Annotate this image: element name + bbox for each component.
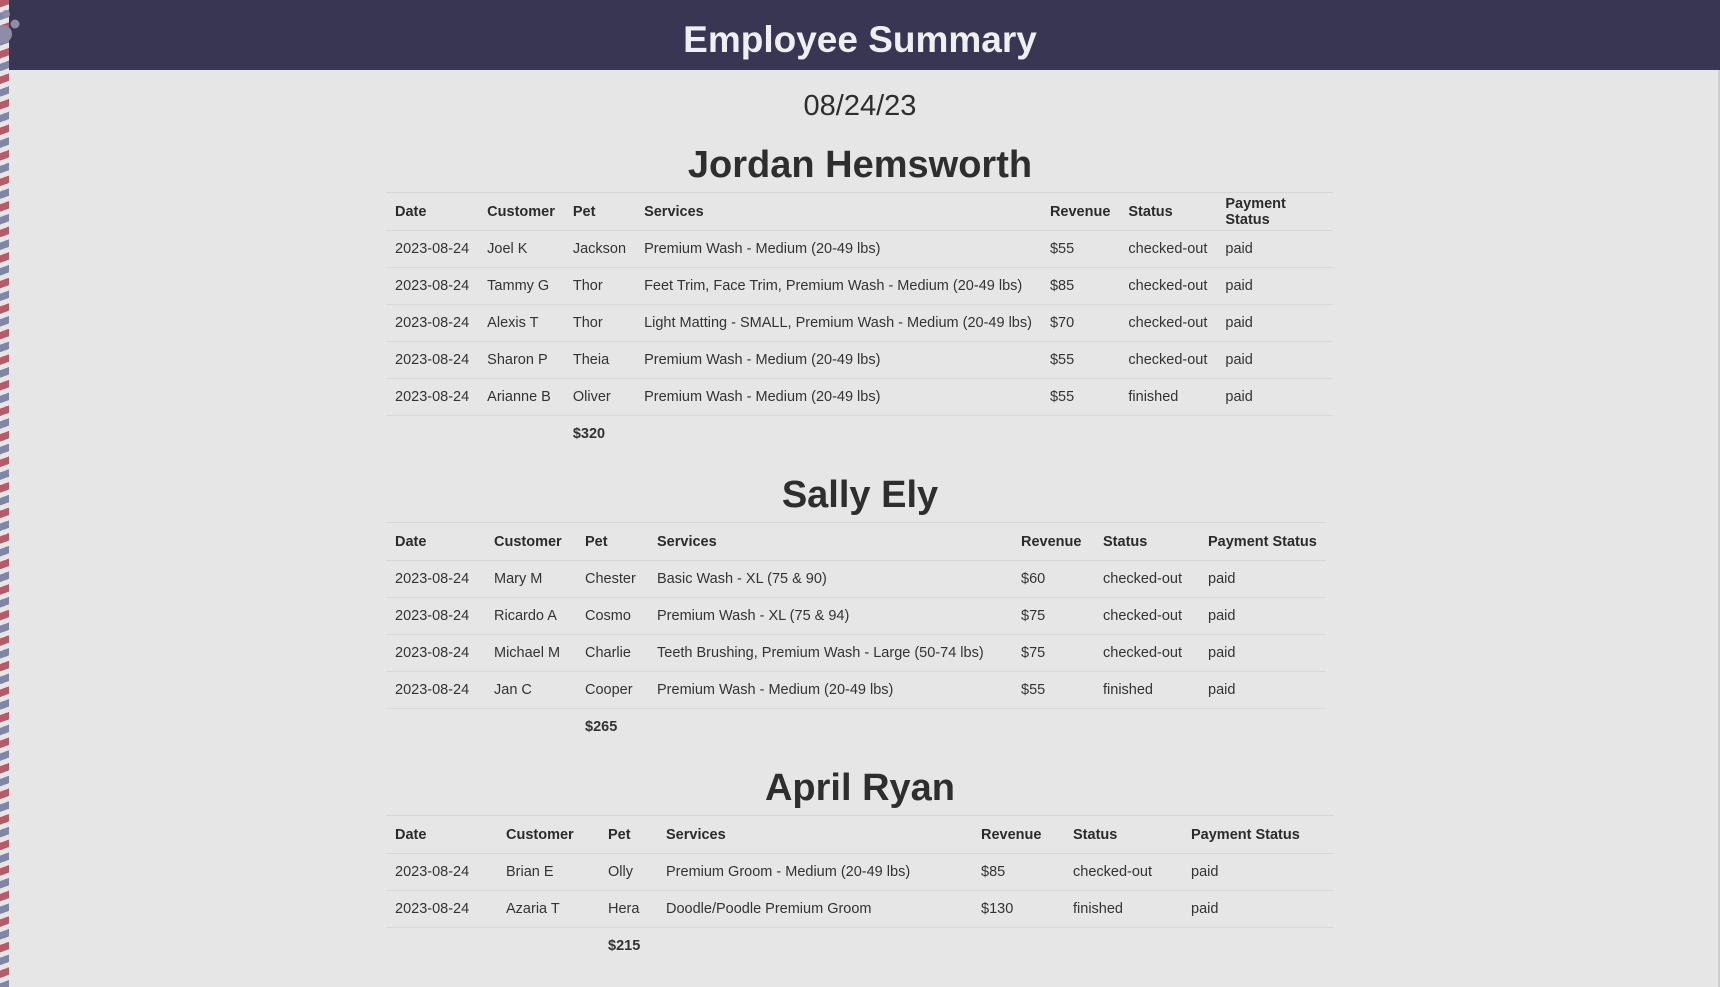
table-cell: 2023-08-24 [386,305,478,342]
table-row [386,231,1333,268]
table-cell: $75 [1012,598,1094,635]
table-cell: Olly [599,854,657,891]
column-header: Revenue [1012,523,1094,561]
employee-table [386,192,1333,452]
table-cell: $70 [1041,305,1119,342]
revenue-total: $215 [608,938,641,954]
table-cell: paid [1216,342,1333,379]
table-cell: Premium Wash - Medium (20-49 lbs) [635,379,1041,416]
page-title: Employee Summary [683,19,1037,60]
table-cell: paid [1216,379,1333,416]
employee-name: Sally Ely [781,474,939,516]
table-cell: 2023-08-24 [386,672,485,709]
table-cell: Premium Wash - Medium (20-49 lbs) [648,672,1012,709]
table-cell: Jan C [485,672,576,709]
table-cell: Thor [564,305,635,342]
table-row [386,635,1326,672]
column-header: Services [657,816,972,854]
table-cell: paid [1216,305,1333,342]
table-cell: checked-out [1064,854,1182,891]
column-header: Revenue [1041,193,1119,231]
column-header: Payment Status [1182,816,1334,854]
table-cell: $60 [1012,561,1094,598]
decorative-border-stripe [0,0,9,987]
column-header: Customer [478,193,564,231]
table-cell: Premium Wash - Medium (20-49 lbs) [635,342,1041,379]
column-header: Status [1119,193,1216,231]
table-cell: paid [1199,635,1326,672]
employee-section [386,471,1334,745]
table-cell: Feet Trim, Face Trim, Premium Wash - Medium (20-49 lbs) [635,268,1041,305]
table-row [386,672,1326,709]
table-cell: checked-out [1094,561,1199,598]
table-cell: Charlie [576,635,648,672]
employee-section [386,141,1334,452]
column-header: Payment Status [1199,523,1326,561]
table-cell: Light Matting - SMALL, Premium Wash - Medium (20-49 lbs) [635,305,1041,342]
report-date: 08/24/23 [803,90,917,122]
table-cell: checked-out [1119,268,1216,305]
table-cell: paid [1199,561,1326,598]
table-cell: Joel K [478,231,564,268]
column-header: Date [386,816,497,854]
table-cell: $85 [1041,268,1119,305]
table-header-row [386,816,1334,854]
empty-cell [386,709,485,746]
table-cell: Premium Wash - Medium (20-49 lbs) [635,231,1041,268]
table-cell: 2023-08-24 [386,342,478,379]
table-cell: finished [1119,379,1216,416]
table-cell: paid [1182,854,1334,891]
table-cell: paid [1199,598,1326,635]
table-cell: Cosmo [576,598,648,635]
table-cell: finished [1094,672,1199,709]
table-cell: Chester [576,561,648,598]
revenue-total: $265 [585,719,618,735]
table-cell: Mary M [485,561,576,598]
table-cell: 2023-08-24 [386,598,485,635]
column-header: Status [1064,816,1182,854]
total-row [386,928,1334,965]
column-header: Pet [599,816,657,854]
table-cell: 2023-08-24 [386,635,485,672]
table-cell: checked-out [1119,342,1216,379]
table-cell: Cooper [576,672,648,709]
column-header: Status [1094,523,1199,561]
table-row [386,268,1333,305]
table-cell: Thor [564,268,635,305]
table-cell: Doodle/Poodle Premium Groom [657,891,972,928]
table-cell: Arianne B [478,379,564,416]
table-row [386,854,1334,891]
table-cell: checked-out [1119,231,1216,268]
column-header: Services [635,193,1041,231]
column-header: Services [648,523,1012,561]
table-row [386,598,1326,635]
table-cell: $85 [972,854,1064,891]
column-header: Date [386,523,485,561]
table-cell: 2023-08-24 [386,854,497,891]
table-cell: checked-out [1094,598,1199,635]
column-header: Customer [497,816,599,854]
table-cell: finished [1064,891,1182,928]
total-row [386,416,1333,453]
table-cell: Tammy G [478,268,564,305]
page-header [0,0,1720,70]
table-row [386,891,1334,928]
table-cell: Brian E [497,854,599,891]
empty-cell [386,928,497,965]
table-cell: checked-out [1094,635,1199,672]
employee-section [386,764,1334,964]
column-header: Pet [576,523,648,561]
table-cell: 2023-08-24 [386,891,497,928]
table-cell: checked-out [1119,305,1216,342]
table-cell: $75 [1012,635,1094,672]
table-cell: 2023-08-24 [386,561,485,598]
table-header-row [386,193,1333,231]
empty-cell [386,416,478,453]
column-header: Revenue [972,816,1064,854]
table-cell: Jackson [564,231,635,268]
table-cell: $55 [1012,672,1094,709]
table-row [386,561,1326,598]
table-cell: Michael M [485,635,576,672]
table-row [386,379,1333,416]
table-cell: 2023-08-24 [386,268,478,305]
table-cell: Ricardo A [485,598,576,635]
table-cell: paid [1199,672,1326,709]
paw-icon [0,0,26,50]
table-cell: 2023-08-24 [386,379,478,416]
table-cell: 2023-08-24 [386,231,478,268]
table-cell: Sharon P [478,342,564,379]
employee-table [386,522,1326,745]
employee-name: Jordan Hemsworth [687,144,1033,186]
table-cell: Teeth Brushing, Premium Wash - Large (50-74 lbs) [648,635,1012,672]
table-header-row [386,523,1326,561]
table-cell: Premium Groom - Medium (20-49 lbs) [657,854,972,891]
table-cell: Premium Wash - XL (75 & 94) [648,598,1012,635]
table-cell: Alexis T [478,305,564,342]
table-cell: paid [1216,231,1333,268]
empty-cell [485,709,576,746]
empty-cell [497,928,599,965]
empty-cell [478,416,564,453]
total-row [386,709,1326,746]
table-cell: paid [1182,891,1334,928]
column-header: Payment Status [1216,193,1333,231]
table-row [386,305,1333,342]
column-header: Date [386,193,478,231]
table-row [386,342,1333,379]
table-cell: $130 [972,891,1064,928]
table-cell: $55 [1041,342,1119,379]
employee-name: April Ryan [764,767,956,809]
revenue-total: $320 [572,426,606,442]
employee-table [386,815,1334,964]
table-cell: $55 [1041,231,1119,268]
table-cell: Oliver [564,379,635,416]
table-cell: paid [1216,268,1333,305]
column-header: Pet [564,193,635,231]
table-cell: Basic Wash - XL (75 & 90) [648,561,1012,598]
column-header: Customer [485,523,576,561]
table-cell: Azaria T [497,891,599,928]
table-cell: $55 [1041,379,1119,416]
table-cell: Hera [599,891,657,928]
table-cell: Theia [564,342,635,379]
